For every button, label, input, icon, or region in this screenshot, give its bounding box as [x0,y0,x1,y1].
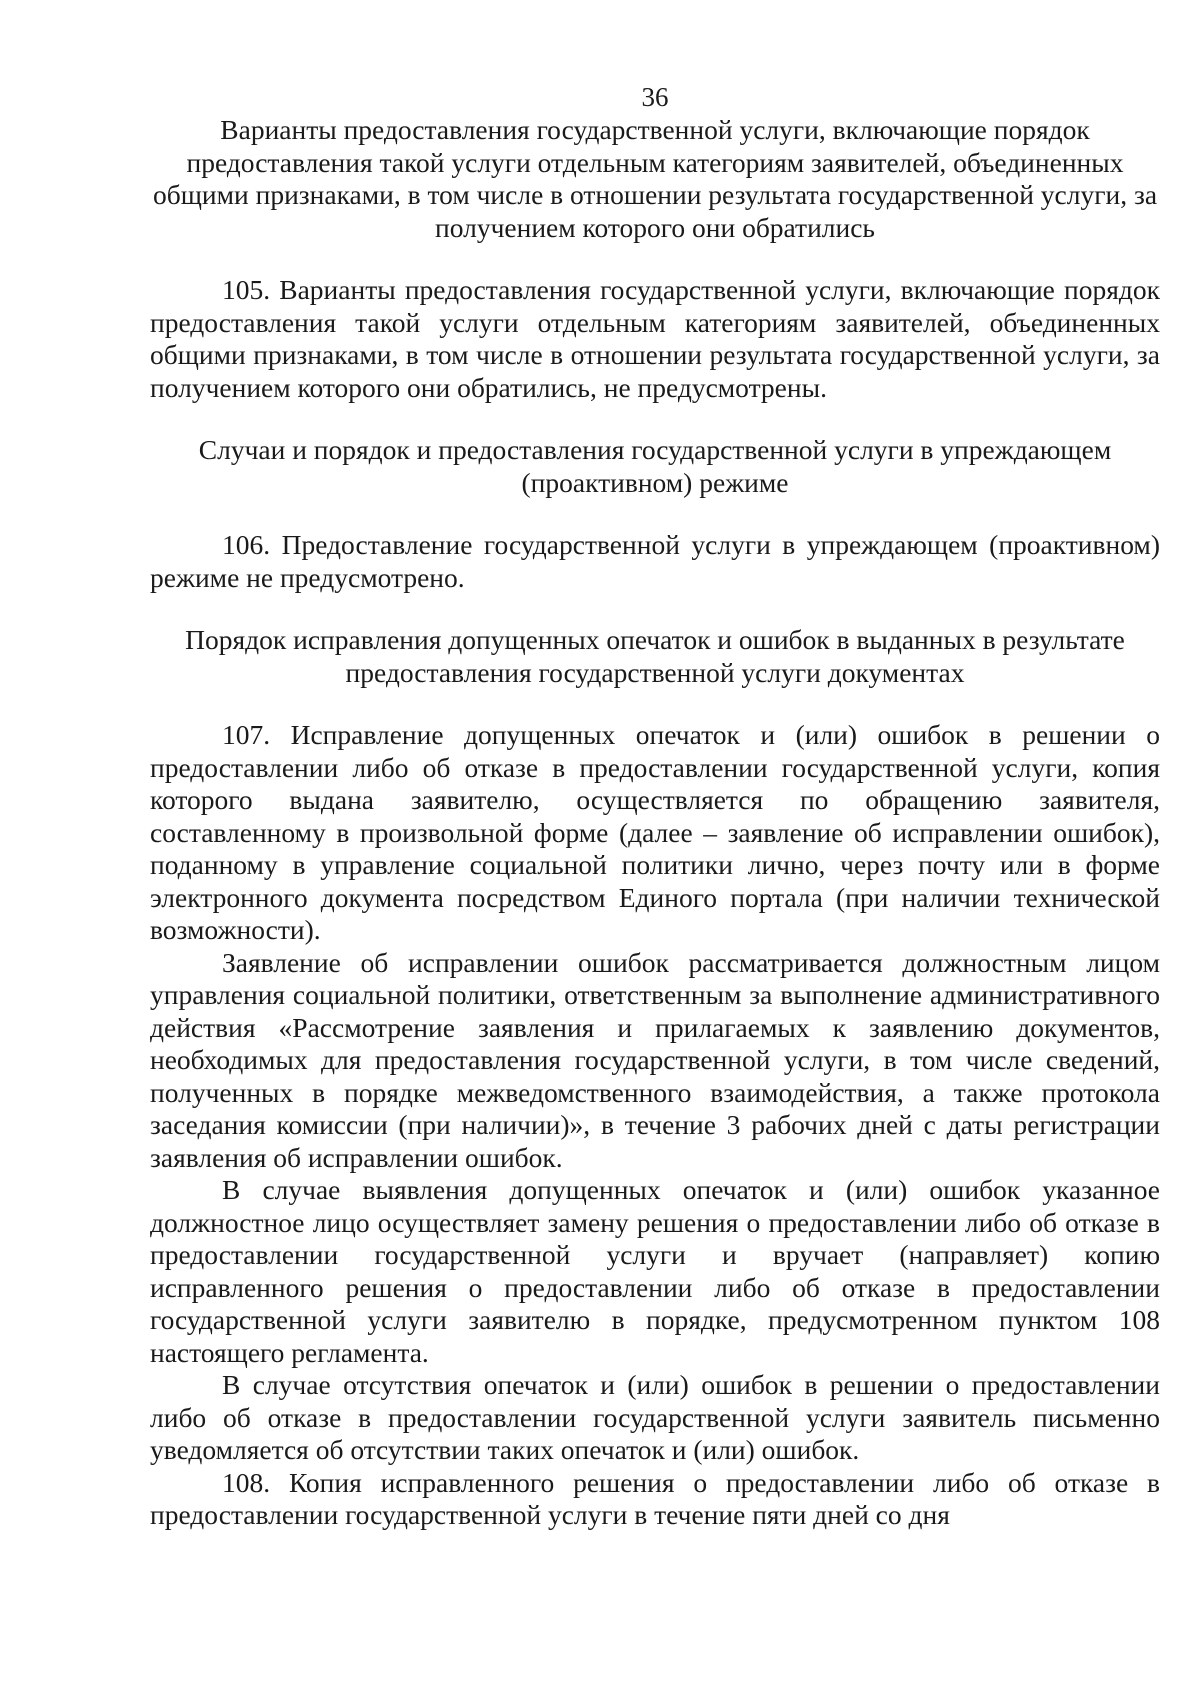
paragraph-107: 107. Исправление допущенных опечаток и (или) ошибок в решении о предоставлении либо об отказе в предоставлении государственной услуги, копия которого выдана заявителю, осуществляется по обращению заявителя, составленному в произвольной форме (далее – заявление об исправлении ошибок), поданному в управление социальной политики лично, через почту или в форме электронного документа посредством Единого портала (при наличии технической возможности). [150,719,1160,945]
section-heading-variants: Варианты предоставления государственной услуги, включающие порядок предоставления такой услуги отдельным категориям заявителей, объединенных общими признаками, в том числе в отношении результата государственной услуги, за получением которого они обратились [152,114,1158,243]
paragraph-106: 106. Предоставление государственной услуги в упреждающем (проактивном) режиме не предусмотрено. [150,529,1160,593]
page-number: 36 [641,82,669,112]
paragraph-107-review: Заявление об исправлении ошибок рассматривается должностным лицом управления социальной политики, ответственным за выполнение административного действия «Рассмотрение заявления и прилагаемых к заявлению документов, необходимых для предоставления государственной услуги, в том числе сведений, полученных в порядке межведомственного взаимодействия, а также протокола заседания комиссии (при наличии)», в течение 3 рабочих дней с даты регистрации заявления об исправлении ошибок. [150,946,1160,1173]
paragraph-108: 108. Копия исправленного решения о предоставлении либо об отказе в предоставлении государственной услуги в течение пяти дней со дня [150,1466,1160,1530]
paragraph-107-notification: В случае отсутствия опечаток и (или) ошибок в решении о предоставлении либо об отказе в предоставлении государственной услуги заявитель письменно уведомляется об отсутствии таких опечаток и (или) ошибок. [150,1369,1160,1465]
section-heading-proactive: Случаи и порядок и предоставления государственной услуги в упреждающем (проактивном) режиме [198,434,1112,498]
section-heading-corrections: Порядок исправления допущенных опечаток и ошибок в выданных в результате предоставления государственной услуги документах [185,624,1125,688]
paragraph-107-replacement: В случае выявления допущенных опечаток и (или) ошибок указанное должностное лицо осуществляет замену решения о предоставлении либо об отказе в предоставлении государственной услуги и вручает (направляет) копию исправленного решения о предоставлении либо об отказе в предоставлении государственной услуги заявителю в порядке, предусмотренном пунктом 108 настоящего регламента. [150,1174,1160,1368]
document-page [150,80,1160,1532]
paragraph-105: 105. Варианты предоставления государственной услуги, включающие порядок предоставления такой услуги отдельным категориям заявителей, объединенных общими признаками, в том числе в отношении результата государственной услуги, за получением которого они обратились, не предусмотрены. [150,274,1160,403]
